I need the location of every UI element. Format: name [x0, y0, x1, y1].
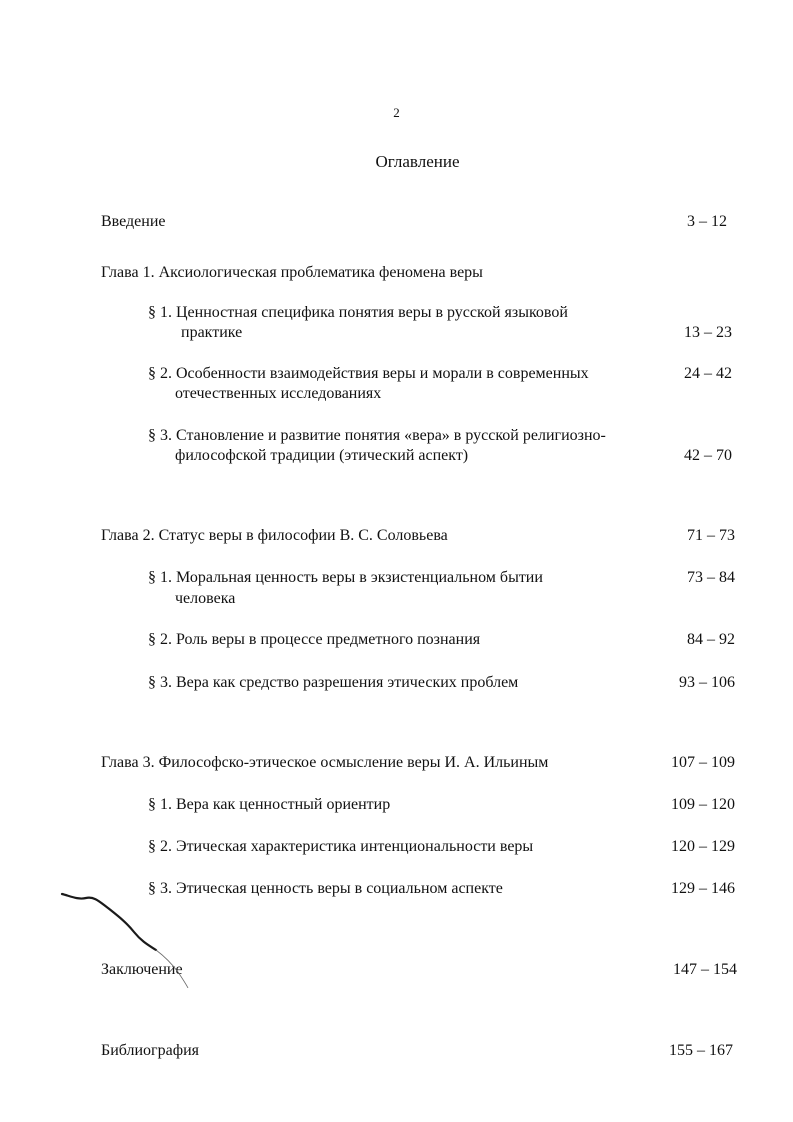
toc-ch3-s2-pages: 120 – 129	[671, 838, 735, 855]
toc-ch1-s3-pages: 42 – 70	[684, 447, 732, 464]
toc-ch2-s1-line2: человека	[175, 590, 236, 607]
toc-ch3-s1-pages: 109 – 120	[671, 796, 735, 813]
toc-pages-bibliography: 155 – 167	[669, 1042, 733, 1059]
toc-ch2-s3-line1: § 3. Вера как средство разрешения этических проблем	[148, 674, 519, 691]
toc-ch1-s3-line1: § 3. Становление и развитие понятия «вера» в русской религиозно-	[148, 427, 606, 444]
toc-ch1-s3-line2: философской традиции (этический аспект)	[175, 447, 469, 464]
toc-pages-conclusion: 147 – 154	[673, 961, 737, 978]
toc-entry-bibliography: Библиография	[101, 1042, 199, 1059]
toc-ch3-s3-pages: 129 – 146	[671, 880, 735, 897]
toc-ch2-s2-pages: 84 – 92	[687, 631, 735, 648]
toc-chapter-2: Глава 2. Статус веры в философии В. С. Соловьева	[101, 527, 448, 544]
toc-ch1-s2-line1: § 2. Особенности взаимодействия веры и морали в современных	[148, 365, 589, 382]
toc-ch2-s1-pages: 73 – 84	[687, 569, 735, 586]
toc-ch1-s1-line2: практике	[181, 324, 243, 341]
toc-ch1-s2-pages: 24 – 42	[684, 365, 732, 382]
toc-entry-conclusion: Заключение	[101, 961, 183, 978]
toc-ch2-s2-line1: § 2. Роль веры в процессе предметного познания	[148, 631, 481, 648]
toc-chapter-2-pages: 71 – 73	[687, 527, 735, 544]
toc-ch1-s2-line2: отечественных исследованиях	[175, 385, 382, 402]
toc-chapter-3-pages: 107 – 109	[671, 754, 735, 771]
toc-pages-intro: 3 – 12	[687, 213, 727, 230]
toc-chapter-3: Глава 3. Философско-этическое осмысление веры И. А. Ильиным	[101, 754, 549, 771]
toc-ch3-s3-line1: § 3. Этическая ценность веры в социальном аспекте	[148, 880, 503, 897]
toc-ch1-s1-pages: 13 – 23	[684, 324, 732, 341]
scan-scuff-mark	[60, 888, 200, 988]
page-title: Оглавление	[375, 152, 460, 171]
toc-ch2-s1-line1: § 1. Моральная ценность веры в экзистенциальном бытии	[148, 569, 543, 586]
toc-ch1-s1-line1: § 1. Ценностная специфика понятия веры в русской языковой	[148, 304, 568, 321]
page-number: 2	[393, 105, 400, 120]
toc-ch3-s2-line1: § 2. Этическая характеристика интенциональности веры	[148, 838, 534, 855]
toc-ch3-s1-line1: § 1. Вера как ценностный ориентир	[148, 796, 391, 813]
toc-chapter-1: Глава 1. Аксиологическая проблематика феномена веры	[101, 264, 483, 281]
toc-ch2-s3-pages: 93 – 106	[679, 674, 735, 691]
toc-entry-intro: Введение	[101, 213, 166, 230]
